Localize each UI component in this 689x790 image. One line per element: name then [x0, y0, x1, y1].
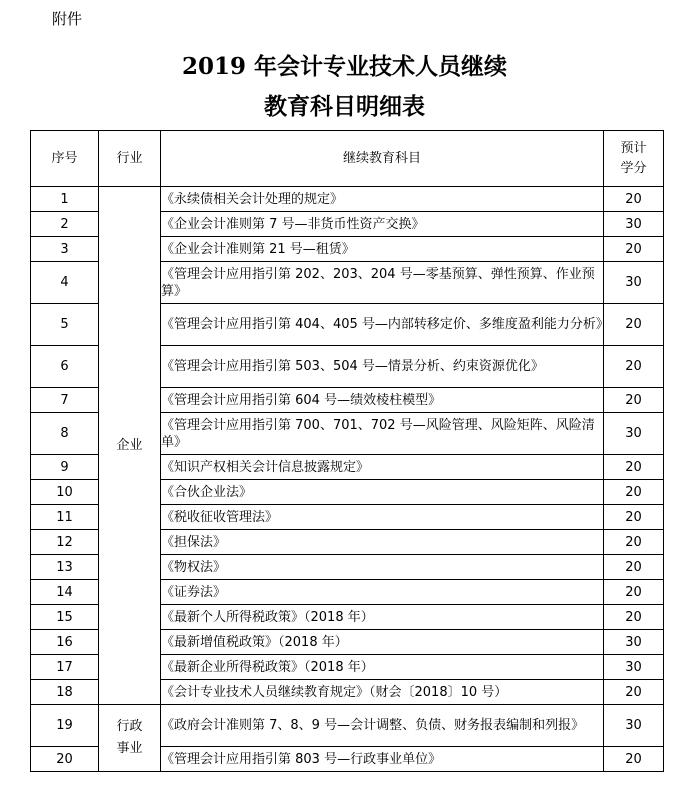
row-number: 8 — [31, 413, 99, 455]
row-number: 4 — [31, 262, 99, 304]
row-subject: 《担保法》 — [161, 530, 604, 555]
row-number: 15 — [31, 605, 99, 630]
row-credits: 20 — [604, 480, 664, 505]
row-number: 17 — [31, 655, 99, 680]
row-credits: 20 — [604, 346, 664, 388]
row-subject: 《管理会计应用指引第 404、405 号—内部转移定价、多维度盈利能力分析》 — [161, 304, 604, 346]
row-credits: 20 — [604, 555, 664, 580]
header-row — [31, 131, 664, 187]
row-subject: 《企业会计准则第 21 号—租赁》 — [161, 237, 604, 262]
row-credits: 20 — [604, 455, 664, 480]
industry-admin-line1: 行政 — [116, 719, 143, 734]
row-subject: 《知识产权相关会计信息披露规定》 — [161, 455, 604, 480]
row-credits: 30 — [604, 212, 664, 237]
row-number: 19 — [31, 705, 99, 747]
attachment-label: 附件 — [52, 10, 83, 28]
row-credits: 20 — [604, 388, 664, 413]
page-title-line2: 教育科目明细表 — [264, 93, 425, 120]
row-credits: 30 — [604, 655, 664, 680]
header-seq: 序号 — [31, 131, 99, 187]
row-subject: 《物权法》 — [161, 555, 604, 580]
course-table — [30, 130, 664, 772]
row-subject: 《企业会计准则第 7 号—非货币性资产交换》 — [161, 212, 604, 237]
row-number: 5 — [31, 304, 99, 346]
page-title-line1: 2019 年会计专业技术人员继续 — [181, 53, 508, 80]
row-subject: 《管理会计应用指引第 803 号—行政事业单位》 — [161, 747, 604, 772]
row-subject: 《证券法》 — [161, 580, 604, 605]
row-credits: 20 — [604, 530, 664, 555]
row-credits: 20 — [604, 605, 664, 630]
header-credits — [604, 131, 664, 187]
industry-admin-line2: 事业 — [116, 741, 143, 756]
row-subject: 《最新个人所得税政策》（2018 年） — [161, 605, 604, 630]
row-number: 10 — [31, 480, 99, 505]
row-number: 20 — [31, 747, 99, 772]
row-subject: 《管理会计应用指引第 700、701、702 号—风险管理、风险矩阵、风险清单》 — [161, 413, 604, 455]
row-subject: 《最新企业所得税政策》（2018 年） — [161, 655, 604, 680]
row-number: 6 — [31, 346, 99, 388]
row-subject: 《永续债相关会计处理的规定》 — [161, 187, 604, 212]
row-credits: 30 — [604, 630, 664, 655]
header-credits-line1: 预计 — [620, 140, 647, 156]
row-subject: 《会计专业技术人员继续教育规定》（财会〔2018〕10 号） — [161, 680, 604, 705]
industry-enterprise: 企业 — [99, 187, 161, 705]
row-number: 16 — [31, 630, 99, 655]
row-subject: 《最新增值税政策》（2018 年） — [161, 630, 604, 655]
row-subject: 《管理会计应用指引第 604 号—绩效棱柱模型》 — [161, 388, 604, 413]
row-subject: 《管理会计应用指引第 202、203、204 号—零基预算、弹性预算、作业预算》 — [161, 262, 604, 304]
row-credits: 30 — [604, 262, 664, 304]
table-row — [31, 705, 664, 747]
row-number: 9 — [31, 455, 99, 480]
row-number: 3 — [31, 237, 99, 262]
row-subject: 《税收征收管理法》 — [161, 505, 604, 530]
row-subject: 《合伙企业法》 — [161, 480, 604, 505]
header-credits-line2: 学分 — [620, 160, 647, 176]
row-subject: 《政府会计准则第 7、8、9 号—会计调整、负债、财务报表编制和列报》 — [161, 705, 604, 747]
row-credits: 20 — [604, 680, 664, 705]
row-subject: 《管理会计应用指引第 503、504 号—情景分析、约束资源优化》 — [161, 346, 604, 388]
row-number: 1 — [31, 187, 99, 212]
industry-admin — [99, 705, 161, 772]
row-credits: 20 — [604, 747, 664, 772]
row-credits: 20 — [604, 237, 664, 262]
row-credits: 30 — [604, 705, 664, 747]
row-credits: 20 — [604, 304, 664, 346]
row-credits: 20 — [604, 580, 664, 605]
row-number: 18 — [31, 680, 99, 705]
table-row — [31, 187, 664, 212]
row-number: 2 — [31, 212, 99, 237]
row-number: 14 — [31, 580, 99, 605]
row-number: 7 — [31, 388, 99, 413]
row-number: 11 — [31, 505, 99, 530]
row-credits: 20 — [604, 187, 664, 212]
header-subject: 继续教育科目 — [161, 131, 604, 187]
row-number: 13 — [31, 555, 99, 580]
header-industry: 行业 — [99, 131, 161, 187]
row-credits: 30 — [604, 413, 664, 455]
row-number: 12 — [31, 530, 99, 555]
row-credits: 20 — [604, 505, 664, 530]
